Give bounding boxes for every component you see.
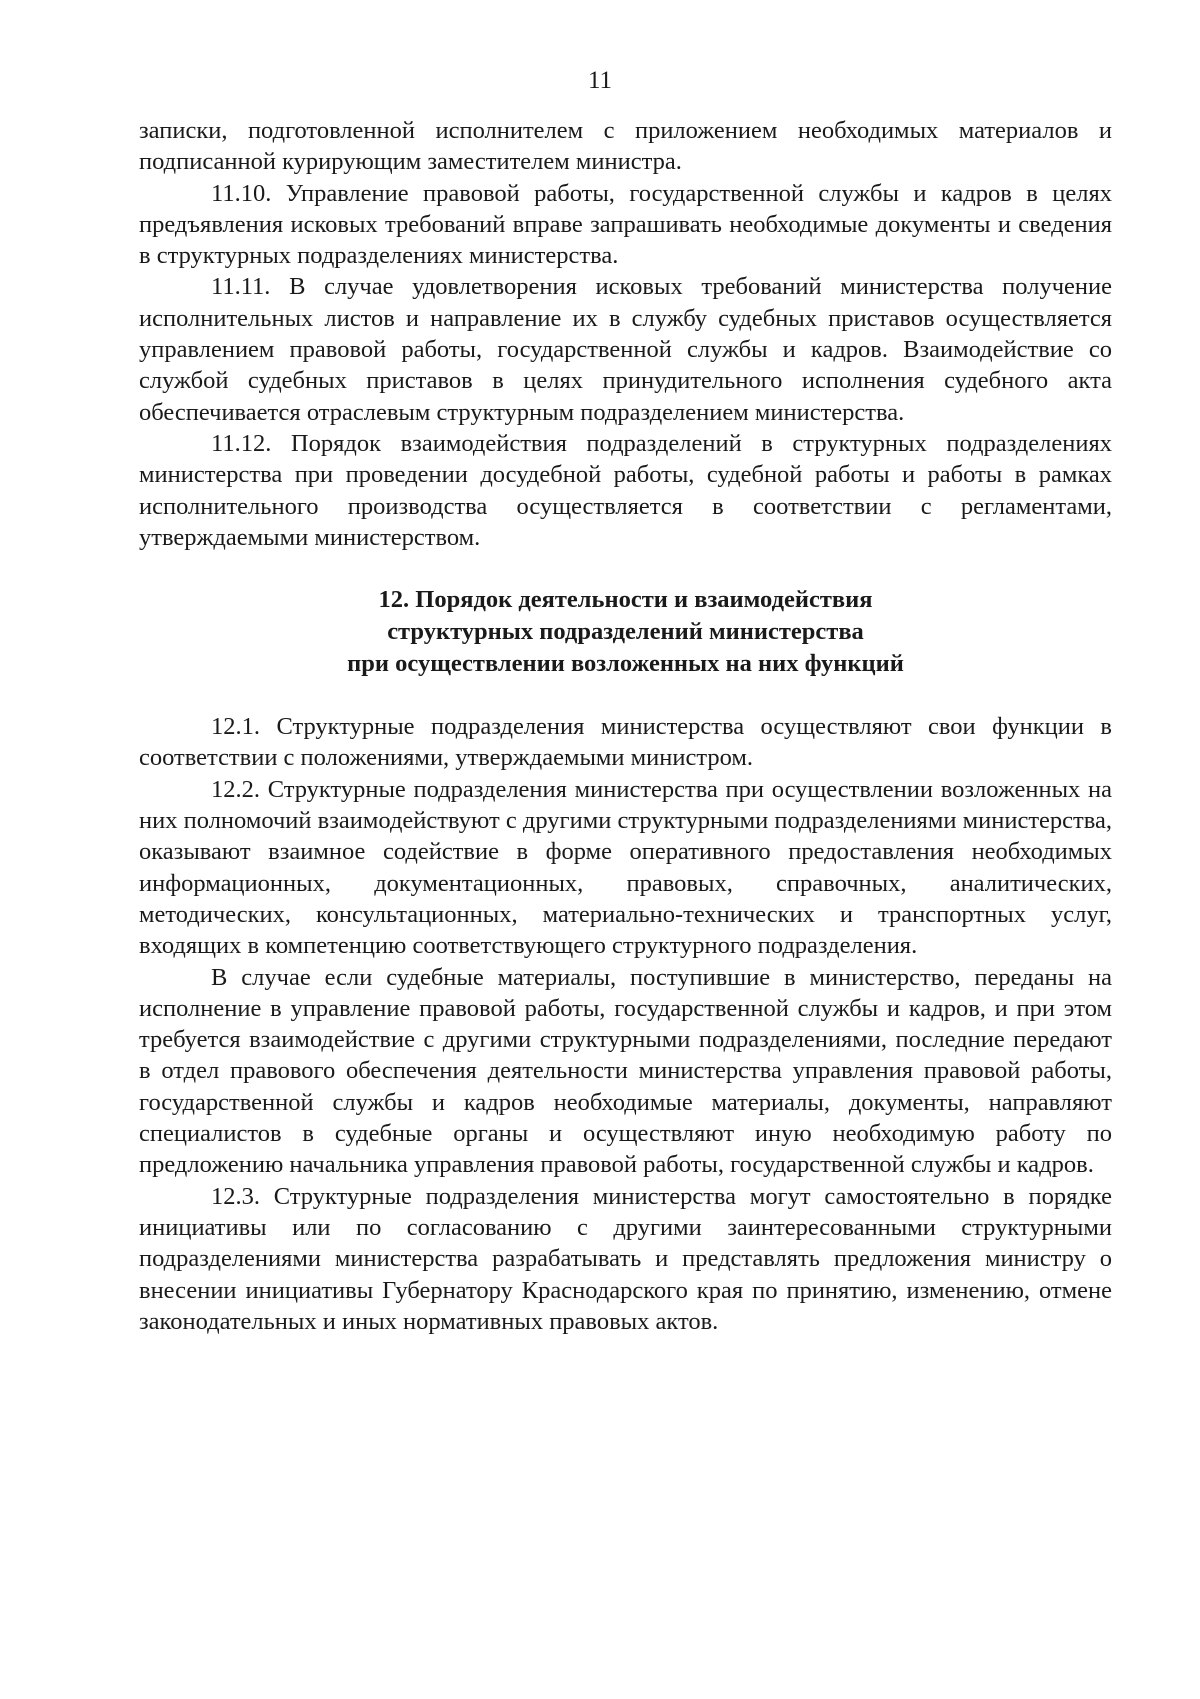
paragraph-12-2-cont: В случае если судебные материалы, поступившие в министерство, переданы на исполнение в управление правовой работы, государственной службы и кадров, и при этом требуется взаимодействие с другими структурными подразделениями, последние передают в отдел правового обеспечения деятельности министерства управления правовой работы, государственной службы и кадров необходимые материалы, документы, направляют специалистов в судебные органы и осуществляют иную необходимую работу по предложению начальника управления правовой работы, государственной службы и кадров. xyxy=(139,963,1112,1179)
paragraph-12-3: 12.3. Структурные подразделения министерства могут самостоятельно в порядке инициативы или по согласованию с другими заинтересованными структурными подразделениями министерства разрабатывать и представлять предложения министру о внесении инициативы Губернатору Краснодарского края по принятию, изменению, отмене законодательных и иных нормативных правовых актов. xyxy=(139,1182,1112,1335)
paragraph-12-1: 12.1. Структурные подразделения министерства осуществляют свои функции в соответствии с положениями, утверждаемыми министром. xyxy=(139,713,1112,772)
section-heading-line-1: 12. Порядок деятельности и взаимодействия xyxy=(378,586,873,614)
paragraph-11-11: 11.11. В случае удовлетворения исковых требований министерства получение исполнительных листов и направление их в службу судебных приставов осуществляется управлением правовой работы, государственной службы и кадров. Взаимодействие со службой судебных приставов в целях принудительного исполнения судебного акта обеспечивается отраслевым структурным подразделением министерства. xyxy=(139,273,1112,426)
section-heading-line-3: при осуществлении возложенных на них функций xyxy=(347,650,904,678)
section-heading xyxy=(139,584,1112,680)
paragraph-11-10: 11.10. Управление правовой работы, государственной службы и кадров в целях предъявления исковых требований вправе запрашивать необходимые документы и сведения в структурных подразделениях министерства. xyxy=(139,179,1112,270)
section-heading-line-2: структурных подразделений министерства xyxy=(387,618,864,646)
page-number: 11 xyxy=(587,67,613,94)
document-body xyxy=(139,115,1112,1337)
paragraph-12-2: 12.2. Структурные подразделения министерства при осуществлении возложенных на них полномочий взаимодействуют с другими структурными подразделениями министерства, оказывают взаимное содействие в форме оперативного предоставления необходимых информационных, документационных, правовых, справочных, аналитических, методических, консультационных, материально-технических и транспортных услуг, входящих в компетенцию соответствующего структурного подразделения. xyxy=(139,775,1112,960)
paragraph-continuation: записки, подготовленной исполнителем с приложением необходимых материалов и подписанной курирующим заместителем министра. xyxy=(139,117,1112,176)
paragraph-11-12: 11.12. Порядок взаимодействия подразделений в структурных подразделениях министерства при проведении досудебной работы, судебной работы и работы в рамках исполнительного производства осуществляется в соответствии с регламентами, утверждаемыми министерством. xyxy=(139,429,1112,551)
